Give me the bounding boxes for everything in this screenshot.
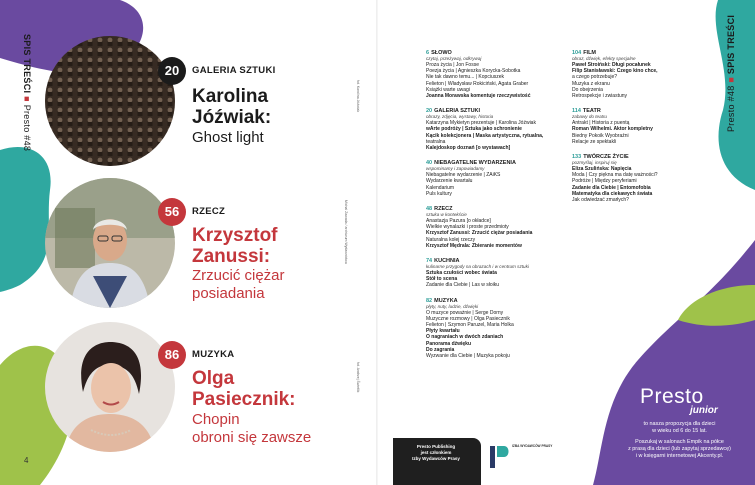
side-section-label: SPIS TREŚCI	[22, 34, 32, 94]
feature-headline: Karolina Jóźwiak:	[192, 86, 272, 128]
toc-entry: a czego potrzebuje?	[572, 74, 618, 81]
toc-section-title: GALERIA SZTUKI	[434, 108, 481, 115]
toc-entry: Do obejrzenia	[572, 86, 603, 93]
toc-entry: Kalejdoskop doznań [o wystawach]	[426, 145, 511, 152]
toc-page-number: 20	[426, 108, 433, 115]
toc-entry: Zadanie dla Ciebie | Entomofobia	[572, 184, 651, 191]
toc-section-tagline: czytaj, przeżywaj, odkrywaj	[426, 56, 482, 61]
photo-pasiecznik	[45, 322, 175, 452]
toc-entry: Muzyczne rozmowy | Olga Pasiecznik	[426, 315, 510, 322]
toc-entry: teatralna	[426, 138, 446, 145]
toc-section-tagline: wspominamy i zapowiadamy	[426, 166, 485, 172]
toc-entry: Felieton | Szymon Paruzel, Maria Holka	[426, 322, 514, 329]
toc-entry: Felieton | Władysław Rokiciński, Agata Graber	[426, 80, 529, 87]
toc-section	[426, 298, 566, 360]
toc-section-tagline: obraz, dźwięk, efekty specjalne	[572, 56, 636, 61]
toc-page-number: 74	[426, 258, 433, 265]
toc-entry: Nie tak dawno temu... | Kopciuszek	[426, 74, 505, 81]
toc-entry: Sztuka czułości wobec świata	[426, 270, 497, 277]
toc-section	[426, 160, 566, 197]
crowd-photo-placeholder	[45, 36, 175, 166]
side-presto-label: Presto #48	[726, 85, 736, 132]
iwp-logo-caption: IZBA WYDAWCÓW PRASY	[512, 444, 553, 448]
toc-page-number: 82	[426, 297, 433, 304]
feature-page-badge: 56	[158, 198, 186, 226]
photo-credit-2: Michał Zawada / archiwum Wydawnictwa	[344, 200, 348, 264]
toc-section-tagline: płyty, nuty, ludzie, dźwięki	[426, 303, 479, 309]
page-number-left: 4	[24, 456, 29, 465]
toc-section-title: TWÓRCZE ŻYCIE	[583, 154, 629, 161]
green-blob-right	[678, 285, 755, 326]
toc-section-tagline: pozmyślaj, inspiruj się	[572, 160, 617, 166]
side-section-label: SPIS TREŚCI	[726, 14, 736, 75]
feature-subtitle: Chopin obroni się zawsze	[192, 411, 312, 446]
toc-section-title: TEATR	[582, 108, 601, 115]
page-gutter	[376, 0, 378, 485]
toc-section-title: NIEBAGATELNE WYDARZENIA	[434, 160, 516, 167]
toc-section-tagline: sztuka w kontekście	[426, 212, 467, 218]
toc-entry: Katarzyna Mykietyn prezentuje | Karolina Jóźwiak	[426, 120, 536, 127]
toc-entry: wArte podróży | Sztuka jako schronienie	[426, 126, 522, 133]
teal-blob-middle	[0, 147, 51, 292]
toc-entry: Retrospekcje i zwiastuny	[572, 93, 628, 100]
toc-entry: Książki warte uwagi	[426, 86, 470, 93]
left-side-label: SPIS TREŚCI ■ Presto #48	[22, 34, 32, 152]
toc-page-number: 104	[572, 50, 582, 56]
toc-section-tagline: kulinarne przygody na obrazach i w centrum sztuki	[426, 264, 529, 270]
toc-entry: Naturalna kolej rzeczy	[426, 236, 476, 243]
toc-entry: O nagraniach w dwóch zdaniach	[426, 334, 504, 341]
toc-page-number: 114	[572, 108, 581, 115]
toc-entry: Krzysztof Zanussi: Zrzucić ciężar posiadania	[426, 230, 533, 237]
toc-entry: Eliza Szulińska: Napięcia	[572, 166, 632, 173]
toc-entry: Panorama dźwięku	[426, 340, 472, 347]
toc-entry: Kalendarium	[426, 184, 455, 191]
photo-credit-3: fot. Andrzej Świetlik	[356, 362, 360, 393]
toc-entry: Stół to scena	[426, 276, 458, 283]
feature-subtitle: Ghost light	[192, 129, 264, 146]
toc-entry: Filip Stanisławski: Czego kino chce,	[572, 68, 658, 75]
toc-entry: Poezja życia | Agnieszka Korycka-Sobotka	[426, 68, 521, 75]
toc-section-title: SŁOWO	[431, 50, 452, 56]
toc-section-title: MUZYKA	[434, 297, 458, 304]
portrait-photo-placeholder	[45, 322, 175, 452]
toc-page-number: 6	[426, 50, 430, 56]
toc-entry: Płyty kwartału	[426, 328, 460, 335]
iwp-logo-icon	[488, 444, 510, 470]
feature-headline: Krzysztof Zanussi:	[192, 225, 278, 267]
toc-page-number: 133	[572, 154, 582, 161]
presto-junior-sub: junior	[690, 405, 718, 416]
toc-entry: Antrakt | Historia z puentą	[572, 120, 630, 127]
toc-section	[572, 154, 712, 203]
presto-junior-logo: Presto	[640, 385, 704, 408]
toc-entry: Joanna Morawska komentuje rzeczywistość	[426, 93, 531, 100]
toc-section-tagline: zabawy do teatru	[572, 114, 607, 120]
toc-section-title: KUCHNIA	[434, 258, 460, 265]
feature-headline: Olga Pasiecznik:	[192, 368, 296, 410]
feature-category: RZECZ	[192, 206, 226, 217]
toc-entry: Zadanie dla Ciebie | Las w słoiku	[426, 282, 500, 289]
toc-entry: Roman Wilhelmi. Aktor kompletny	[572, 126, 653, 133]
feature-category: MUZYKA	[192, 349, 235, 360]
toc-entry: Kącik kolekcjonera | Maska artystyczna, rytualna,	[426, 132, 544, 139]
toc-entry: Relacje ze spektakli	[572, 138, 617, 145]
photo-gallery-feature	[45, 36, 175, 166]
toc-entry: Jak odwiedzać zmarłych?	[572, 197, 629, 204]
toc-entry: Anastazja Pazura [o okładce]	[426, 218, 491, 225]
toc-section	[426, 206, 566, 249]
toc-section	[572, 108, 712, 145]
toc-section-title: FILM	[583, 50, 597, 56]
toc-entry: Niebagatelne wydarzenie | ZAiKS	[426, 172, 501, 179]
toc-entry: Wielkie wynalazki i proste przedmioty	[426, 224, 509, 231]
toc-section	[426, 258, 566, 289]
feature-page-badge: 86	[158, 341, 186, 369]
toc-entry: Biedny Pokoik Wyobraźni	[572, 132, 629, 139]
toc-entry: Puls kultury	[426, 190, 452, 197]
publisher-text: Presto Publishing jest członkiem Izby Wydawców Prasy	[412, 444, 460, 461]
feature-subtitle: Zrzucić ciężar posiadania	[192, 267, 285, 302]
toc-section	[426, 50, 566, 99]
feature-category: GALERIA SZTUKI	[192, 65, 276, 76]
right-side-label: Presto #48 ■ SPIS TREŚCI	[726, 14, 736, 132]
side-presto-label: Presto #48	[22, 104, 32, 152]
toc-entry: Paweł Stroiński: Długi pocałunek	[572, 62, 651, 68]
toc-column-2	[572, 50, 712, 212]
toc-entry: O muzyce poważnie | Serge Dorny	[426, 309, 504, 316]
toc-section-tagline: obrazy, zdjęcia, wystawy, historia	[426, 114, 494, 120]
toc-section	[426, 108, 566, 151]
toc-page-number: 48	[426, 206, 433, 213]
toc-entry: Matematyka dla ciekawych świata	[572, 190, 653, 197]
toc-page-number: 40	[426, 160, 433, 167]
toc-entry: Muzyka z ekranu	[572, 80, 610, 87]
toc-section-title: RZECZ	[434, 206, 453, 213]
presto-junior-text: to nasza propozycja dla dzieci w wieku od 6 do 15 lat. Poszukaj w salonach Empik na półce z prasą dla dzieci (lub zapytaj sprzedawcę) i w księgarni internetowej Akcenty.pl.	[628, 421, 731, 459]
toc-entry: Wyzwanie dla Ciebie | Muzyka pokoju	[426, 353, 510, 360]
toc-entry: Do zagrania	[426, 346, 455, 353]
toc-column-1	[426, 50, 566, 368]
toc-entry: Podróże | Między peryferiami	[572, 178, 637, 185]
feature-page-badge: 20	[158, 57, 186, 85]
toc-entry: Moda | Czy piękna ma datę ważności?	[572, 172, 658, 179]
photo-zanussi	[45, 178, 175, 308]
toc-section	[572, 50, 712, 99]
photo-credit-1: fot. Karolina Jóźwiak	[356, 80, 360, 113]
toc-entry: Proza życia | Jon Fosse	[426, 62, 479, 68]
toc-entry: Krzysztof Mędrala: Zbieranie momentów	[426, 242, 522, 249]
toc-entry: Wydarzenie kwartału	[426, 178, 473, 185]
portrait-photo-placeholder	[45, 178, 175, 308]
